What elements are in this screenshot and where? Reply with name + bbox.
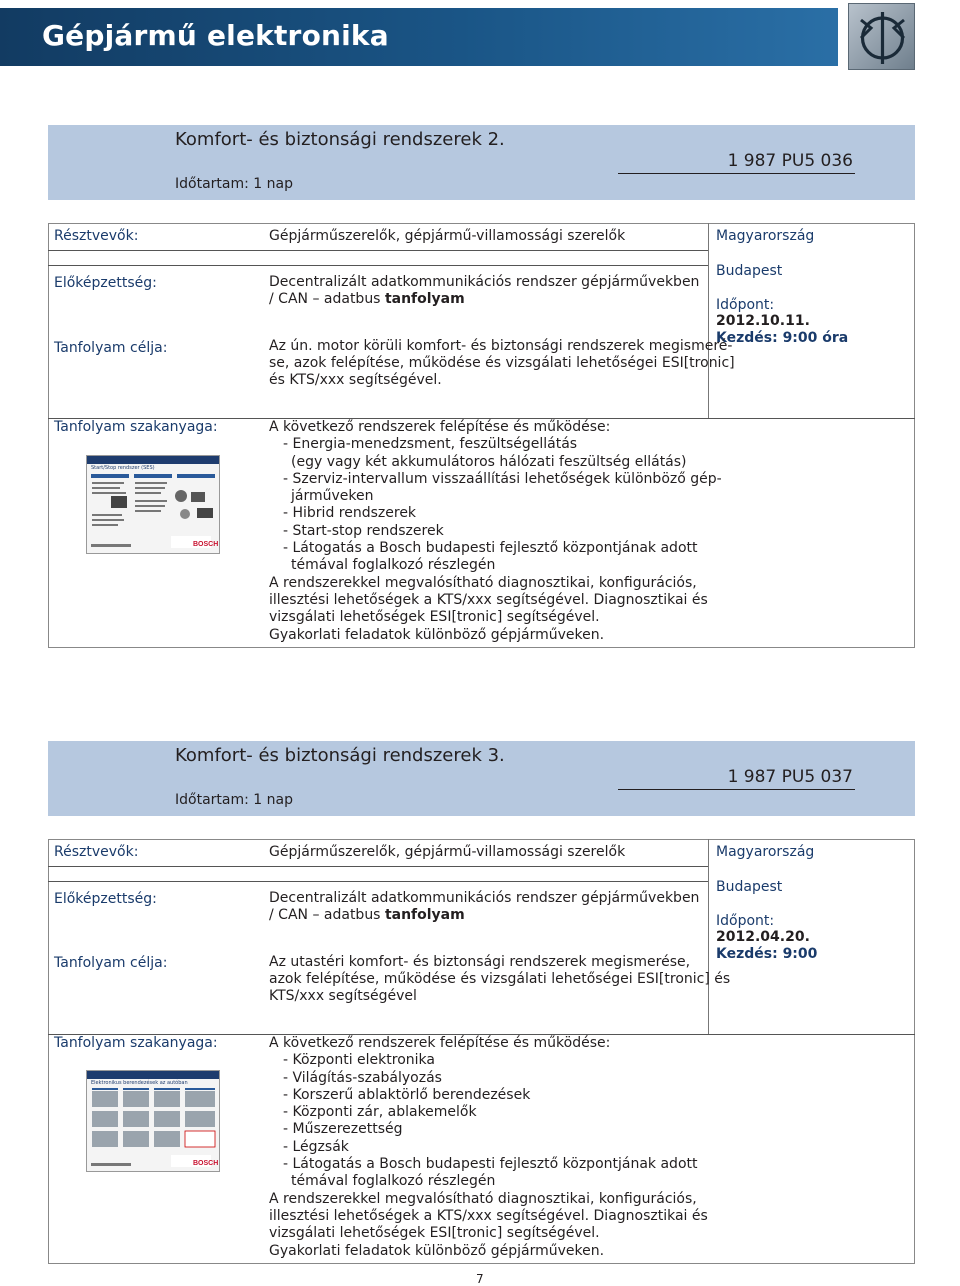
prereq-label: Előképzettség: <box>54 891 157 907</box>
country: Magyarország <box>716 228 815 244</box>
syllabus-line: vizsgálati lehetőségek ESI[tronic] segítségével. <box>269 1225 600 1242</box>
syllabus-content <box>269 1035 708 1260</box>
syllabus-line: - Világítás-szabályozás <box>283 1069 442 1086</box>
city: Budapest <box>716 879 783 895</box>
goal-value <box>269 338 735 389</box>
date: 2012.10.11. <box>716 313 810 329</box>
course-slide-thumbnail <box>86 1070 220 1172</box>
course-slide-thumbnail <box>86 455 220 554</box>
syllabus-line: - Központi zár, ablakemelők <box>283 1104 477 1121</box>
prereq-line: Decentralizált adatkommunikációs rendszer gépjárművekben <box>269 890 700 906</box>
prereq-plain: / CAN – adatbus <box>269 907 385 923</box>
syllabus-line: illesztési lehetőségek a KTS/xxx segítségével. Diagnosztikai és <box>269 591 708 608</box>
syllabus-line: - Műszerezettség <box>283 1121 403 1138</box>
syllabus-line: - Hibrid rendszerek <box>283 505 417 522</box>
goal-line: Az utastéri komfort- és biztonsági rendszerek megismerése, <box>269 954 691 970</box>
date-label: Időpont: <box>716 297 775 313</box>
prereq-line <box>269 907 699 924</box>
goal-line: se, azok felépítése, működése és vizsgálati lehetőségei ESI[tronic] <box>269 355 735 371</box>
goal-label: Tanfolyam célja: <box>54 955 168 971</box>
start-time: Kezdés: 9:00 <box>716 946 818 962</box>
location-block <box>716 879 817 963</box>
date: 2012.04.20. <box>716 929 810 945</box>
divider <box>48 881 708 882</box>
thumb-title: Elektronikus berendezések az autóban <box>91 1080 188 1086</box>
prereq-value <box>269 890 699 924</box>
syllabus-line: illesztési lehetőségek a KTS/xxx segítségével. Diagnosztikai és <box>269 1207 708 1224</box>
goal-line: Az ún. motor körüli komfort- és biztonsági rendszerek megismeré- <box>269 338 733 354</box>
participants-value: Gépjárműszerelők, gépjármű-villamossági szerelők <box>269 228 626 244</box>
country: Magyarország <box>716 844 815 860</box>
start-time: Kezdés: 9:00 óra <box>716 330 849 346</box>
syllabus-line: - Látogatás a Bosch budapesti fejlesztő központjának adott <box>283 540 698 557</box>
syllabus-line: Gyakorlati feladatok különböző gépjárműveken. <box>269 1242 605 1259</box>
bosch-armature-logo <box>848 3 915 70</box>
syllabus-line: - Szerviz-intervallum visszaállítási lehetőségek különböző gép- <box>283 470 722 487</box>
syllabus-line: - Energia-menedzsment, feszültségellátás <box>283 436 578 453</box>
goal-line: és KTS/xxx segítségével. <box>269 372 442 388</box>
prereq-plain: / CAN – adatbus <box>269 291 385 307</box>
syllabus-line: A következő rendszerek felépítése és működése: <box>269 419 611 435</box>
syllabus-line: témával foglalkozó részlegén <box>291 557 496 574</box>
syllabus-content <box>269 419 722 644</box>
prereq-label: Előképzettség: <box>54 275 157 291</box>
divider <box>48 265 708 266</box>
syllabus-line: vizsgálati lehetőségek ESI[tronic] segítségével. <box>269 609 600 626</box>
syllabus-line: - Légzsák <box>283 1138 349 1155</box>
goal-value <box>269 954 730 1005</box>
goal-line: azok felépítése, működése és vizsgálati lehetőségei ESI[tronic] és <box>269 971 731 987</box>
prereq-line <box>269 291 699 308</box>
course-title: Komfort- és biztonsági rendszerek 3. <box>175 745 505 766</box>
syllabus-line: - Látogatás a Bosch budapesti fejlesztő központjának adott <box>283 1156 698 1173</box>
syllabus-line: - Központi elektronika <box>283 1052 435 1069</box>
course-header <box>48 741 915 816</box>
divider <box>48 250 708 251</box>
goal-label: Tanfolyam célja: <box>54 340 168 356</box>
prereq-bold: tanfolyam <box>384 291 465 307</box>
participants-label: Résztvevők: <box>54 844 139 860</box>
syllabus-line: Gyakorlati feladatok különböző gépjárműveken. <box>269 626 605 643</box>
syllabus-line: A rendszerekkel megvalósítható diagnosztikai, konfigurációs, <box>269 574 697 591</box>
course-code: 1 987 PU5 037 <box>727 767 853 787</box>
course-header <box>48 125 915 200</box>
armature-icon <box>849 4 916 71</box>
participants-value: Gépjárműszerelők, gépjármű-villamossági szerelők <box>269 844 626 860</box>
course-duration: Időtartam: 1 nap <box>175 176 293 192</box>
code-underline <box>618 173 855 174</box>
syllabus-line: (egy vagy két akkumulátoros hálózati feszültség ellátás) <box>291 453 687 470</box>
syllabus-label: Tanfolyam szakanyaga: <box>54 419 218 435</box>
divider <box>48 866 708 867</box>
page-number: 7 <box>476 1272 484 1286</box>
syllabus-line: A rendszerekkel megvalósítható diagnosztikai, konfigurációs, <box>269 1190 697 1207</box>
course-duration: Időtartam: 1 nap <box>175 792 293 808</box>
thumb-title: Start/Stop rendszer (SES) <box>91 465 155 471</box>
course-code: 1 987 PU5 036 <box>727 151 853 171</box>
participants-label: Résztvevők: <box>54 228 139 244</box>
syllabus-line: - Start-stop rendszerek <box>283 522 444 539</box>
prereq-bold: tanfolyam <box>384 907 465 923</box>
syllabus-label: Tanfolyam szakanyaga: <box>54 1035 218 1051</box>
syllabus-line: - Korszerű ablaktörlő berendezések <box>283 1086 531 1103</box>
prereq-value <box>269 274 699 308</box>
svg-text:BOSCH: BOSCH <box>193 1160 219 1167</box>
location-block <box>716 263 848 347</box>
goal-line: KTS/xxx segítségével <box>269 988 417 1004</box>
prereq-line: Decentralizált adatkommunikációs rendszer gépjárművekben <box>269 274 700 290</box>
page-header <box>0 0 960 66</box>
city: Budapest <box>716 263 783 279</box>
svg-text:BOSCH: BOSCH <box>193 541 219 548</box>
course-title: Komfort- és biztonsági rendszerek 2. <box>175 129 505 150</box>
code-underline <box>618 789 855 790</box>
syllabus-line: járműveken <box>291 488 374 505</box>
page-title: Gépjármű elektronika <box>42 19 389 52</box>
date-label: Időpont: <box>716 913 775 929</box>
syllabus-line: A következő rendszerek felépítése és működése: <box>269 1035 611 1051</box>
syllabus-line: témával foglalkozó részlegén <box>291 1173 496 1190</box>
slide-image <box>87 1071 220 1172</box>
